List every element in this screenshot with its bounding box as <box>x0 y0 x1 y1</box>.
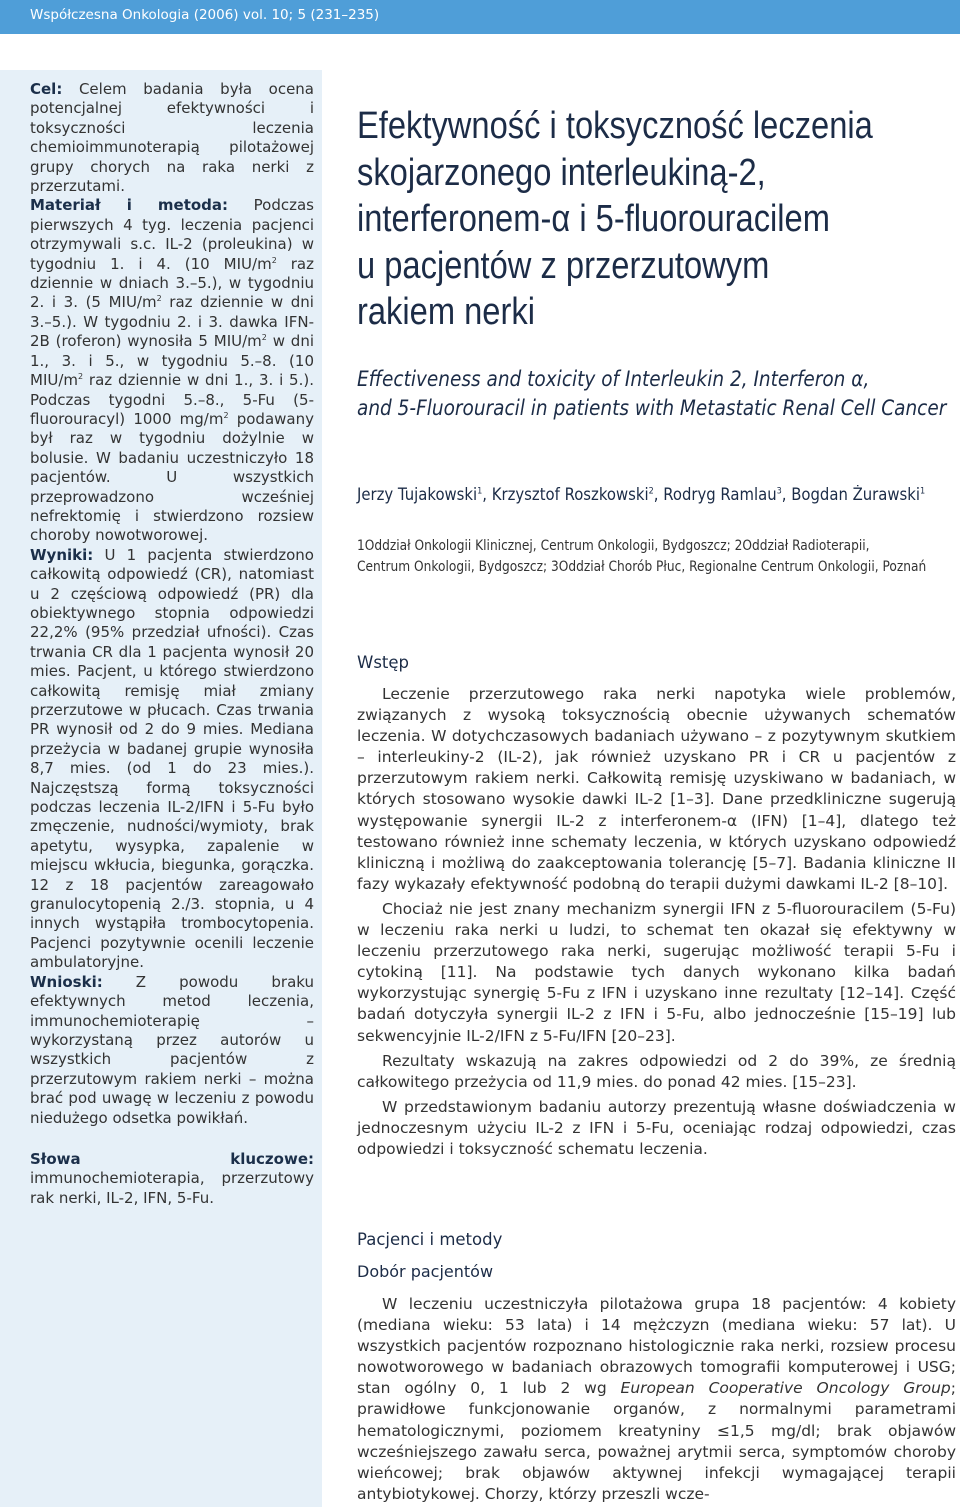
methods-heading: Pacjenci i metody <box>357 1230 503 1249</box>
journal-citation: Współczesna Onkologia (2006) vol. 10; 5 (231–235) <box>30 7 380 23</box>
abstract <box>30 80 314 1208</box>
article-title: Efektywność i toksyczność leczenia skojarzonego interleukiną-2, interferonem-α i 5-fluorouracilem u pacjentów z przerzutowym rakiem nerki <box>357 105 873 333</box>
journal-header-bar <box>0 0 960 34</box>
intro-heading: Wstęp <box>357 653 410 672</box>
abstract-results: Wyniki: U 1 pacjenta stwierdzono całkowitą odpowiedź (CR), natomiast u 2 częściową odpowiedź (PR) dla obiektywnego stopnia odpowiedzi 22,2% (95% przedział ufności). Czas trwania CR dla 1 pacjenta wynosił 20 mies. Pacjent, u którego stwierdzono całkowitą remisję miał zmiany przerzutowe w płucach. Czas trwania PR wynosił od 2 do 9 mies. Mediana przeżycia w badanej grupie wynosiła 8,7 mies. (od 1 do 23 mies.). Najczęstszą formą toksyczności podczas leczenia IL-2/IFN i 5-Fu było zmęczenie, nudności/wymioty, brak apetytu, wysypka, zapalenie w miejscu wkłucia, biegunka, gorączka. 12 z 18 pacjentów zareagowało granulocytopenią 2./3. stopnia, u 4 innych wystąpiła trombocytopenia. Pacjenci pozytywnie ocenili leczenie ambulatoryjne. <box>30 545 314 972</box>
abstract-aim: Cel: Celem badania była ocena potencjalnej efektywności i toksyczności leczenia chemioimmunoterapią pilotażowej grupy chorych na raka nerki z przerzutami. <box>30 80 314 196</box>
abstract-keywords: Słowa kluczowe: immunochemioterapia, przerzutowy rak nerki, IL-2, IFN, 5-Fu. <box>30 1149 314 1207</box>
intro-body: Leczenie przerzutowego raka nerki napotyka wiele problemów, związanych z wysoką toksycznością obecnie używanych schematów leczenia. W dotychczasowych badaniach używano – z pozytywnym skutkiem – interleukiny-2 (IL-2), jak również uzyskano PR i CR u pacjentów z przerzutowym rakiem nerki. Całkowitą remisję uzyskiwano w badaniach, w których stosowano wysokie dawki IL-2 [1–3]. Dane przedkliniczne sugerują występowanie synergii IL-2 z interferonem-α (IFN) [1–4], dlatego też testowano również inne schematy leczenia, w których uzyskano odpowiedź kliniczną i możliwą do zaakceptowania tolerancję [5–7]. Badania kliniczne II fazy wykazały efektywność podobną do terapii dużymi dawkami IL-2 [8–10]. Chociaż nie jest znany mechanizm synergii IFN z 5-fluorouracilem (5-Fu) w leczeniu raka nerki u ludzi, to schemat ten okazał się efektywny w leczeniu przerzutowego raka nerki, sugerując możliwość terapii 5-Fu i cytokiną [11]. Na podstawie tych danych wykonano kilka badań wykorzystując synergię 5-Fu z IFN i uzyskano inne rezultaty [12–14]. Część badań dotyczyła synergii IL-2 z IFN i 5-Fu, albo jednocześnie [15–19] lub sekwencyjnie IL-2/IFN z 5-Fu/IFN [20–23]. Rezultaty wskazują na zakres odpowiedzi od 2 do 39%, ze średnią całkowitego przeżycia od 11,9 mies. do ponad 42 mies. [15–23]. W przedstawionym badaniu autorzy prezentują własne doświadczenia w jednoczesnym użyciu IL-2 z IFN i 5-Fu, oceniając rodzaj odpowiedzi, czas odpowiedzi i toksyczność schematu leczenia. <box>357 685 956 1158</box>
english-title: Effectiveness and toxicity of Interleukin 2, Interferon α, and 5-Fluorouracil in patients with Metastatic Renal Cell Cancer <box>357 367 947 421</box>
abstract-methods: Materiał i metoda: Podczas pierwszych 4 tyg. leczenia pacjenci otrzymywali s.c. IL-2 (proleukina) w tygodniu 1. i 4. (10 MIU/$m^2$ raz dziennie w dniach 3.–5.), w tygodniu 2. i 3. (5 MIU/$m^2$ raz dziennie w dni 3.–5.). W tygodniu 2. i 3. dawka IFN-2B (roferon) wynosiła 5 MIU/$m^2$ w dni 1., 3. i 5., w tygodniu 5.–8. (10 MIU/$m^2$ raz dziennie w dni 1., 3. i 5.). Podczas tygodni 5.–8., 5-Fu (5-fluorouracyl) 1000 $mg/m^2$ podawany był raz w tygodniu dożylnie w bolusie. W badaniu uczestniczyło 18 pacjentów. U wszystkich przeprowadzono wcześniej nefrektomię i stwierdzono rozsiew choroby nowotworowej. <box>30 196 315 545</box>
methods-subheading: Dobór pacjentów <box>357 1262 494 1281</box>
affiliations: 1Oddział Onkologii Klinicznej, Centrum Onkologii, Bydgoszcz; 2Oddział Radioterapii, Centrum Onkologii, Bydgoszcz; 3Oddział Chorób Płuc, Regionalne Centrum Onkologii, Poznań <box>357 538 927 575</box>
abstract-conclusions: Wnioski: Z powodu braku efektywnych metod leczenia, immunochemioterapię – wykorzystaną przez autorów u wszystkich pacjentów z przerzutowym rakiem nerki – można brać pod uwagę w leczeniu z powodu niedużego odsetka powikłań. <box>30 972 314 1127</box>
methods-body: W leczeniu uczestniczyła pilotażowa grupa 18 pacjentów: 4 kobiety (mediana wieku: 53 lata) i 14 mężczyzn (mediana wieku: 57 lat). U wszystkich pacjentów rozpoznano histologicznie raka nerki, rozsiew procesu nowotworowego w badaniach obrazowych tomografii komputerowej i USG; stan ogólny 0, 1 lub 2 wg European Cooperative Oncology Group; prawidłowe funkcjonowanie organów, z normalnymi parametrami hematologicznymi, poziomem kreatyniny ≤1,5 mg/dl; brak objawów wcześniejszego zawału serca, poważnej arytmii serca, symptomów choroby wieńcowej; brak objawów aktywnej infekcji wymagającej terapii antybiotykowej. Chorzy, którzy przeszli wcze- <box>357 1295 956 1503</box>
author-list: Jerzy Tujakowski$^1$, Krzysztof Roszkowski$^2$, Rodryg Ramlau$^3$, Bogdan Żurawski$^1$ <box>357 485 926 504</box>
